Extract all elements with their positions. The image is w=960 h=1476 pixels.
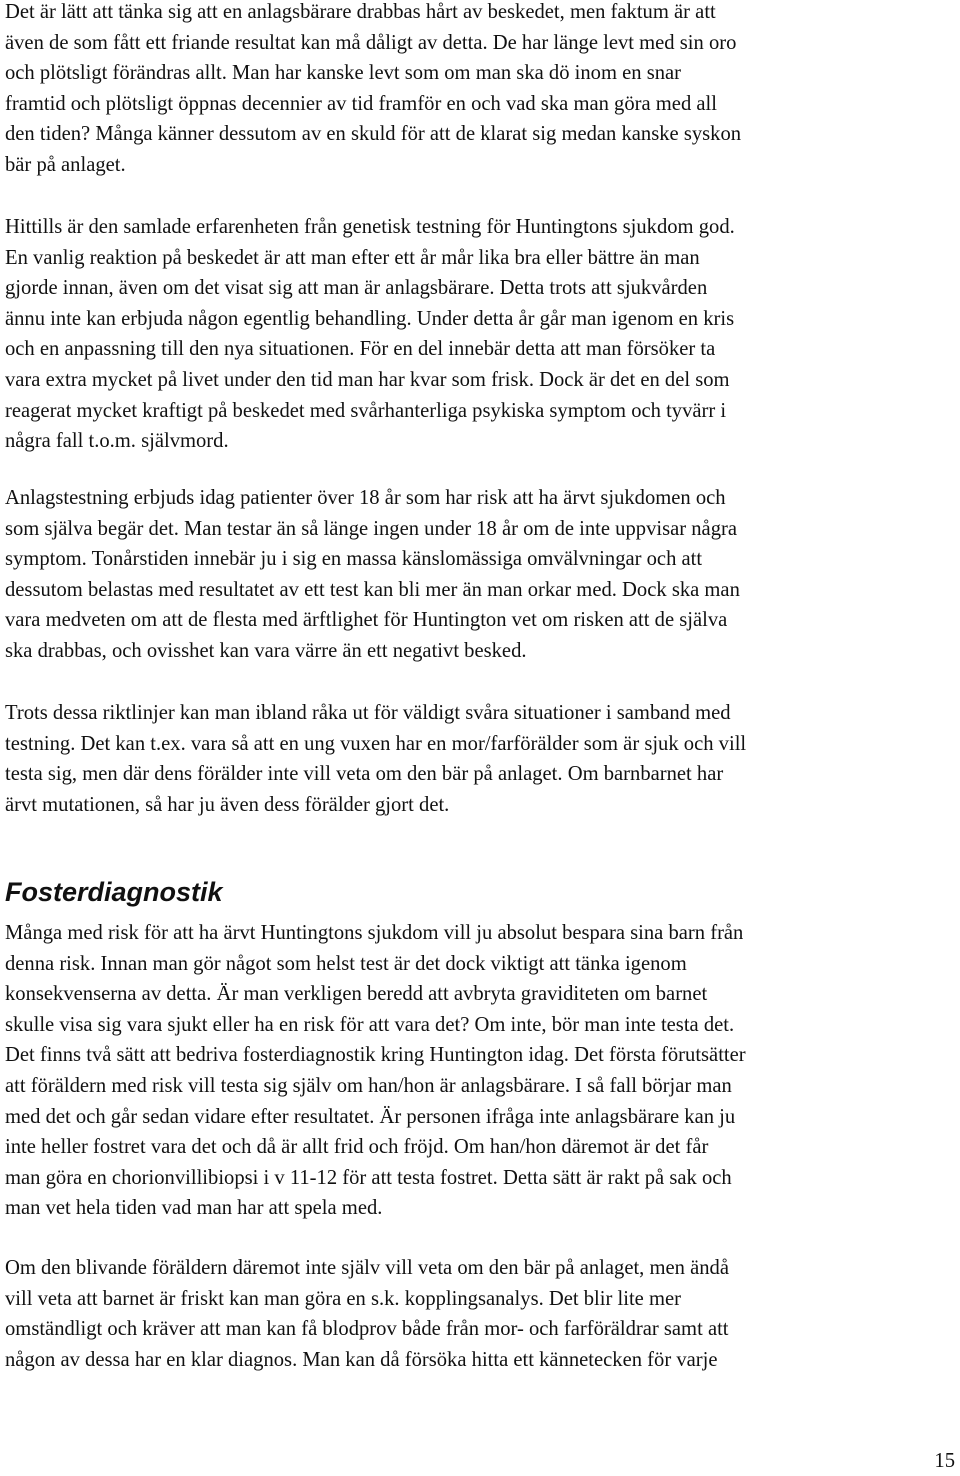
text-line: ännu inte kan erbjuda någon egentlig behandling. Under detta år går man igenom en kris <box>5 307 735 330</box>
text-line: gjorde innan, även om det visat sig att man är anlagsbärare. Detta trots att sjukvården <box>5 277 708 300</box>
text-line: denna risk. Innan man gör något som helst test är det dock viktigt att tänka igenom <box>5 952 687 975</box>
paragraph <box>5 918 746 1224</box>
paragraph <box>5 698 746 820</box>
text-line: även de som fått ett friande resultat kan må dåligt av detta. De har länge levt med sin oro <box>5 31 737 54</box>
text-line: några fall t.o.m. självmord. <box>5 430 229 453</box>
text-line: som själva begär det. Man testar än så länge ingen under 18 år om de inte uppvisar några <box>5 517 737 540</box>
text-line: att föräldern med risk vill testa sig själv om han/hon är anlagsbärare. I så fall börjar man <box>5 1074 732 1097</box>
text-line: man vet hela tiden vad man har att spela med. <box>5 1197 383 1220</box>
text-line: testning. Det kan t.ex. vara så att en ung vuxen har en mor/farförälder som är sjuk och vill <box>5 732 747 755</box>
text-line: den tiden? Många känner dessutom av en skuld för att de klarat sig medan kanske syskon <box>5 123 742 146</box>
paragraph <box>5 0 741 181</box>
text-line: vill veta att barnet är friskt kan man göra en s.k. kopplingsanalys. Det blir lite mer <box>5 1287 681 1310</box>
text-line: Trots dessa riktlinjer kan man ibland råka ut för väldigt svåra situationer i samband med <box>5 702 731 724</box>
text-line: testa sig, men där dens förälder inte vill veta om den bär på anlaget. Om barnbarnet har <box>5 763 724 786</box>
paragraph <box>5 1253 729 1375</box>
section-heading: Fosterdiagnostik <box>5 877 223 907</box>
text-line: och plötsligt förändras allt. Man har kanske levt som om man ska dö inom en snar <box>5 62 682 85</box>
text-line: och en anpassning till den nya situationen. För en del innebär detta att man försöker ta <box>5 338 716 361</box>
text-line: Anlagstestning erbjuds idag patienter över 18 år som har risk att ha ärvt sjukdomen och <box>5 487 726 509</box>
text-line: omständligt och kräver att man kan få blodprov både från mor- och farföräldrar samt att <box>5 1318 729 1341</box>
text-line: Hittills är den samlade erfarenheten från genetisk testning för Huntingtons sjukdom god. <box>5 216 735 238</box>
text-line: ska drabbas, och ovisshet kan vara värre än ett negativt besked. <box>5 639 527 662</box>
text-line: Många med risk för att ha ärvt Huntingtons sjukdom vill ju absolut bespara sina barn från <box>5 922 744 944</box>
text-line: vara extra mycket på livet under den tid man har kvar som frisk. Dock är det en del som <box>5 368 730 391</box>
text-line: reagerat mycket kraftigt på beskedet med svårhanterliga psykiska symptom och tyvärr i <box>5 399 727 422</box>
text-line: Det finns två sätt att bedriva fosterdiagnostik kring Huntington idag. Det första förutsätter <box>5 1044 746 1067</box>
text-line: Det är lätt att tänka sig att en anlagsbärare drabbas hårt av beskedet, men faktum är att <box>5 1 716 23</box>
text-line: symptom. Tonårstiden innebär ju i sig en massa känslomässiga omvälvningar och att <box>5 548 703 571</box>
text-line: En vanlig reaktion på beskedet är att man efter ett år mår lika bra eller bättre än man <box>5 246 700 269</box>
text-line: någon av dessa har en klar diagnos. Man kan då försöka hitta ett kännetecken för varje <box>5 1348 718 1371</box>
text-line: vara medveten om att de flesta med ärftlighet för Huntington vet om risken att de själva <box>5 609 728 632</box>
paragraph <box>5 483 740 667</box>
text-line: dessutom belastas med resultatet av ett test kan bli mer än man orkar med. Dock ska man <box>5 578 740 601</box>
text-line: man göra en chorionvillibiopsi i v 11-12 för att testa fostret. Detta sätt är rakt på sak och <box>5 1166 732 1189</box>
paragraph <box>5 212 735 457</box>
page-number: 15 <box>934 1450 955 1472</box>
text-line: ärvt mutationen, så har ju även dess förälder gjort det. <box>5 793 450 816</box>
text-line: konsekvenserna av detta. Är man verkligen beredd att avbryta graviditeten om barnet <box>5 983 708 1006</box>
text-line: Om den blivande föräldern däremot inte själv vill veta om den bär på anlaget, men ändå <box>5 1257 729 1279</box>
text-line: med det och går sedan vidare efter resultatet. Är personen ifråga inte anlagsbärare kan ju <box>5 1105 736 1128</box>
text-line: bär på anlaget. <box>5 153 126 176</box>
text-line: skulle visa sig vara sjukt eller ha en risk för att vara det? Om inte, bör man inte testa det. <box>5 1013 735 1036</box>
text-line: inte heller fostret vara det och då är allt frid och fröjd. Om han/hon däremot är det får <box>5 1136 709 1159</box>
text-line: framtid och plötsligt öppnas decennier av tid framför en och vad ska man göra med all <box>5 92 717 115</box>
